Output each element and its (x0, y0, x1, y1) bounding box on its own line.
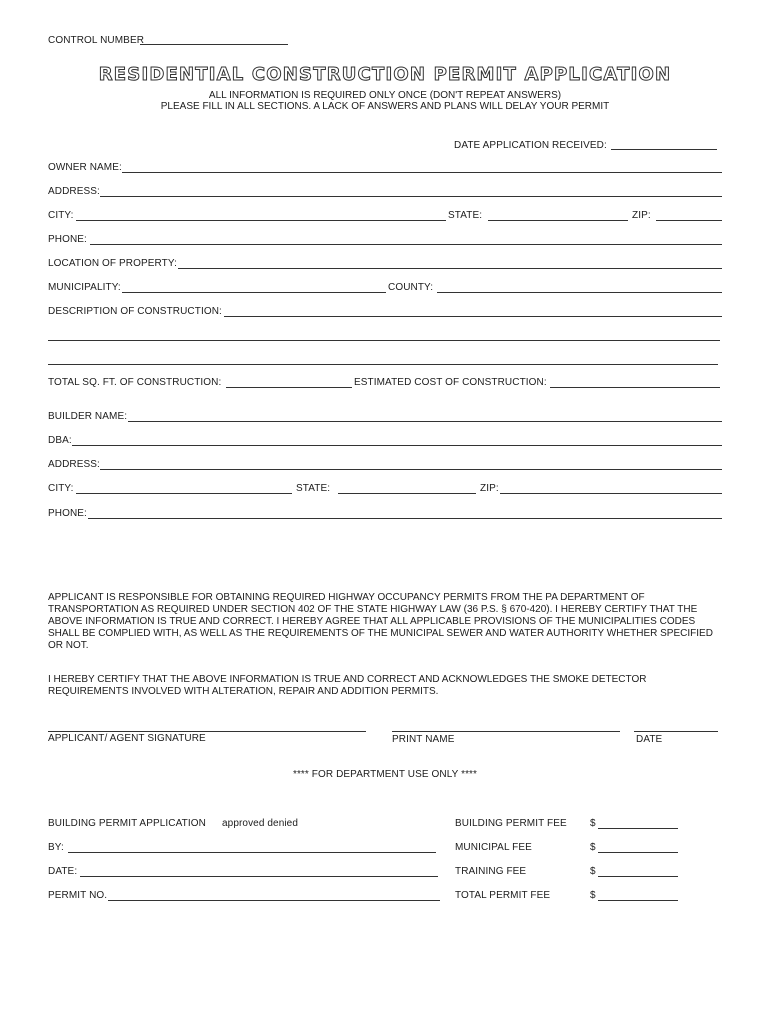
total-permit-fee-label: TOTAL PERMIT FEE (455, 890, 551, 901)
builder-state-label: STATE: (296, 483, 331, 494)
permit-no-label: PERMIT NO. (48, 890, 108, 901)
training-fee-field[interactable] (598, 876, 678, 877)
builder-name-field[interactable] (128, 421, 722, 422)
builder-phone-label: PHONE: (48, 508, 87, 519)
owner-state-field[interactable] (488, 220, 628, 221)
dept-date-field[interactable] (80, 876, 438, 877)
training-fee-label: TRAINING FEE (455, 866, 527, 877)
total-sqft-label: TOTAL SQ. FT. OF CONSTRUCTION: (48, 377, 222, 388)
description-field-1[interactable] (224, 316, 722, 317)
smoke-detector-statement: I HEREBY CERTIFY THAT THE ABOVE INFORMATION IS TRUE AND CORRECT AND ACKNOWLEDGES THE SMOKE DETECTOR REQUIREMENTS INVOLVED WITH ALTERATION, REPAIR AND ADDITION PERMITS. (48, 674, 647, 697)
training-fee-currency: $ (590, 866, 596, 877)
applicant-signature-field[interactable] (48, 731, 366, 732)
dba-field[interactable] (72, 445, 722, 446)
builder-city-field[interactable] (76, 493, 292, 494)
control-number-label: CONTROL NUMBER (48, 35, 145, 46)
permit-no-field[interactable] (108, 900, 440, 901)
description-field-3[interactable] (48, 364, 718, 365)
municipal-fee-label: MUNICIPAL FEE (455, 842, 532, 853)
builder-name-label: BUILDER NAME: (48, 411, 128, 422)
county-label: COUNTY: (388, 282, 434, 293)
location-label: LOCATION OF PROPERTY: (48, 258, 177, 269)
approved-denied-label: approved denied (222, 818, 299, 829)
owner-city-field[interactable] (76, 220, 446, 221)
print-name-label: PRINT NAME (392, 734, 455, 745)
county-field[interactable] (437, 292, 722, 293)
owner-phone-label: PHONE: (48, 234, 87, 245)
builder-zip-label: ZIP: (480, 483, 499, 494)
owner-zip-label: ZIP: (632, 210, 651, 221)
department-use-header: **** FOR DEPARTMENT USE ONLY **** (292, 769, 478, 780)
owner-name-label: OWNER NAME: (48, 162, 122, 173)
signature-date-field[interactable] (634, 731, 718, 732)
dept-date-label: DATE: (48, 866, 78, 877)
location-field[interactable] (178, 268, 722, 269)
date-received-label: DATE APPLICATION RECEIVED: (454, 140, 607, 151)
total-permit-fee-currency: $ (590, 890, 596, 901)
total-sqft-field[interactable] (226, 387, 352, 388)
description-field-2[interactable] (48, 340, 720, 341)
owner-address-label: ADDRESS: (48, 186, 100, 197)
building-permit-application-label: BUILDING PERMIT APPLICATION (48, 818, 206, 829)
dba-label: DBA: (48, 435, 72, 446)
applicant-signature-label: APPLICANT/ AGENT SIGNATURE (48, 733, 206, 744)
builder-address-field[interactable] (100, 469, 722, 470)
estimated-cost-field[interactable] (550, 387, 720, 388)
highway-permit-statement: APPLICANT IS RESPONSIBLE FOR OBTAINING REQUIRED HIGHWAY OCCUPANCY PERMITS FROM THE PA DEPARTMENT OF TRANSPORTATION AS REQUIRED UNDER SECTION 402 OF THE STATE HIGHWAY LAW (36 P.S. § 670-420). I HEREBY CERTIFY THAT THE ABOVE INFORMATION IS TRUE AND CORRECT. I HEREBY AGREE THAT ALL APPLICABLE PROVISIONS OF THE MUNICIPALITIES CODES SHALL BE COMPLIED WITH, AS WELL AS THE REQUIREMENTS OF THE MUNICIPAL SEWER AND WATER AUTHORITY WHETHER SPECIFIED OR NOT. (48, 592, 713, 651)
builder-city-label: CITY: (48, 483, 74, 494)
date-received-field[interactable] (611, 149, 717, 150)
control-number-field[interactable] (140, 44, 288, 45)
print-name-field[interactable] (392, 731, 620, 732)
page-title: RESIDENTIAL CONSTRUCTION PERMIT APPLICATION (98, 64, 672, 85)
builder-phone-field[interactable] (88, 518, 722, 519)
dept-by-field[interactable] (68, 852, 436, 853)
builder-zip-field[interactable] (500, 493, 722, 494)
total-permit-fee-field[interactable] (598, 900, 678, 901)
building-permit-fee-currency: $ (590, 818, 596, 829)
builder-address-label: ADDRESS: (48, 459, 100, 470)
dept-by-label: BY: (48, 842, 64, 853)
owner-state-label: STATE: (448, 210, 483, 221)
builder-state-field[interactable] (338, 493, 476, 494)
building-permit-fee-field[interactable] (598, 828, 678, 829)
municipality-label: MUNICIPALITY: (48, 282, 121, 293)
owner-phone-field[interactable] (90, 244, 722, 245)
description-label: DESCRIPTION OF CONSTRUCTION: (48, 306, 222, 317)
municipal-fee-field[interactable] (598, 852, 678, 853)
subtitle-line-2: PLEASE FILL IN ALL SECTIONS. A LACK OF ANSWERS AND PLANS WILL DELAY YOUR PERMIT (160, 101, 610, 112)
municipality-field[interactable] (122, 292, 386, 293)
building-permit-fee-label: BUILDING PERMIT FEE (455, 818, 567, 829)
owner-address-field[interactable] (100, 196, 722, 197)
owner-name-field[interactable] (122, 172, 722, 173)
signature-date-label: DATE (636, 734, 663, 745)
municipal-fee-currency: $ (590, 842, 596, 853)
owner-zip-field[interactable] (656, 220, 722, 221)
subtitle-line-1: ALL INFORMATION IS REQUIRED ONLY ONCE (DON'T REPEAT ANSWERS) (208, 90, 562, 101)
estimated-cost-label: ESTIMATED COST OF CONSTRUCTION: (354, 377, 547, 388)
owner-city-label: CITY: (48, 210, 74, 221)
